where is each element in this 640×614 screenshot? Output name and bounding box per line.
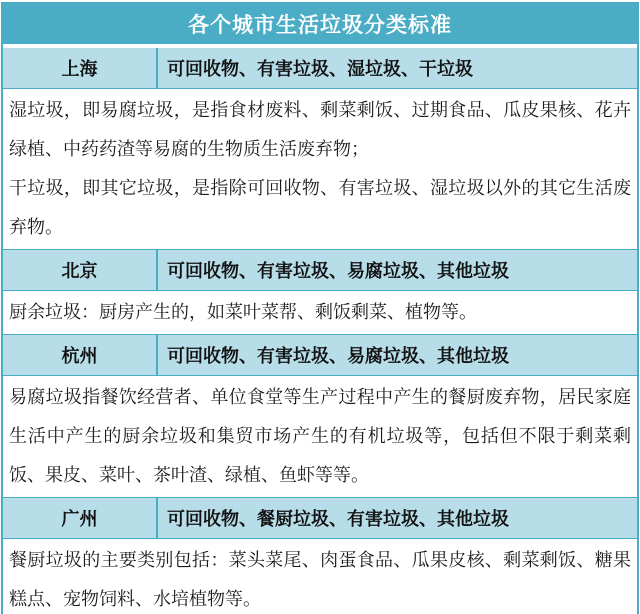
city-row-shanghai xyxy=(3,48,637,89)
city-row-hangzhou xyxy=(3,334,637,376)
description-cell-guangzhou xyxy=(3,539,637,614)
description-cell-beijing xyxy=(3,291,637,334)
description-paragraph: 干垃圾，即其它垃圾，是指除可回收物、有害垃圾、湿垃圾以外的其它生活废弃物。 xyxy=(9,178,631,237)
city-name-cell: 广州 xyxy=(61,509,98,529)
description-paragraph: 餐厨垃圾的主要类别包括：菜头菜尾、肉蛋食品、瓜果皮核、剩菜剩饭、糖果糕点、宠物饲料、水培植物等。 xyxy=(9,550,631,609)
table-title: 各个城市生活垃圾分类标准 xyxy=(3,4,637,44)
description-paragraph: 湿垃圾，即易腐垃圾，是指食材废料、剩菜剩饭、过期食品、瓜皮果核、花卉绿植、中药药渣等易腐的生物质生活废弃物； xyxy=(9,100,631,159)
city-row-beijing xyxy=(3,249,637,291)
waste-classification-table xyxy=(1,2,639,614)
description-cell-shanghai xyxy=(3,89,637,249)
city-name-cell: 上海 xyxy=(61,59,98,79)
city-row-guangzhou xyxy=(3,497,637,539)
city-name-cell: 杭州 xyxy=(61,346,98,366)
description-cell-hangzhou xyxy=(3,376,637,497)
categories-cell: 可回收物、餐厨垃圾、有害垃圾、其他垃圾 xyxy=(156,498,637,538)
city-name-cell: 北京 xyxy=(61,261,98,281)
description-paragraph: 厨余垃圾：厨房产生的，如菜叶菜帮、剩饭剩菜、植物等。 xyxy=(9,302,477,322)
description-paragraph: 易腐垃圾指餐饮经营者、单位食堂等生产过程中产生的餐厨废弃物，居民家庭生活中产生的厨余垃圾和集贸市场产生的有机垃圾等，包括但不限于剩菜剩饭、果皮、菜叶、茶叶渣、绿植、鱼虾等等。 xyxy=(9,387,631,485)
categories-cell: 可回收物、有害垃圾、易腐垃圾、其他垃圾 xyxy=(156,250,637,290)
categories-cell: 可回收物、有害垃圾、湿垃圾、干垃圾 xyxy=(156,48,637,88)
categories-cell: 可回收物、有害垃圾、易腐垃圾、其他垃圾 xyxy=(156,335,637,375)
